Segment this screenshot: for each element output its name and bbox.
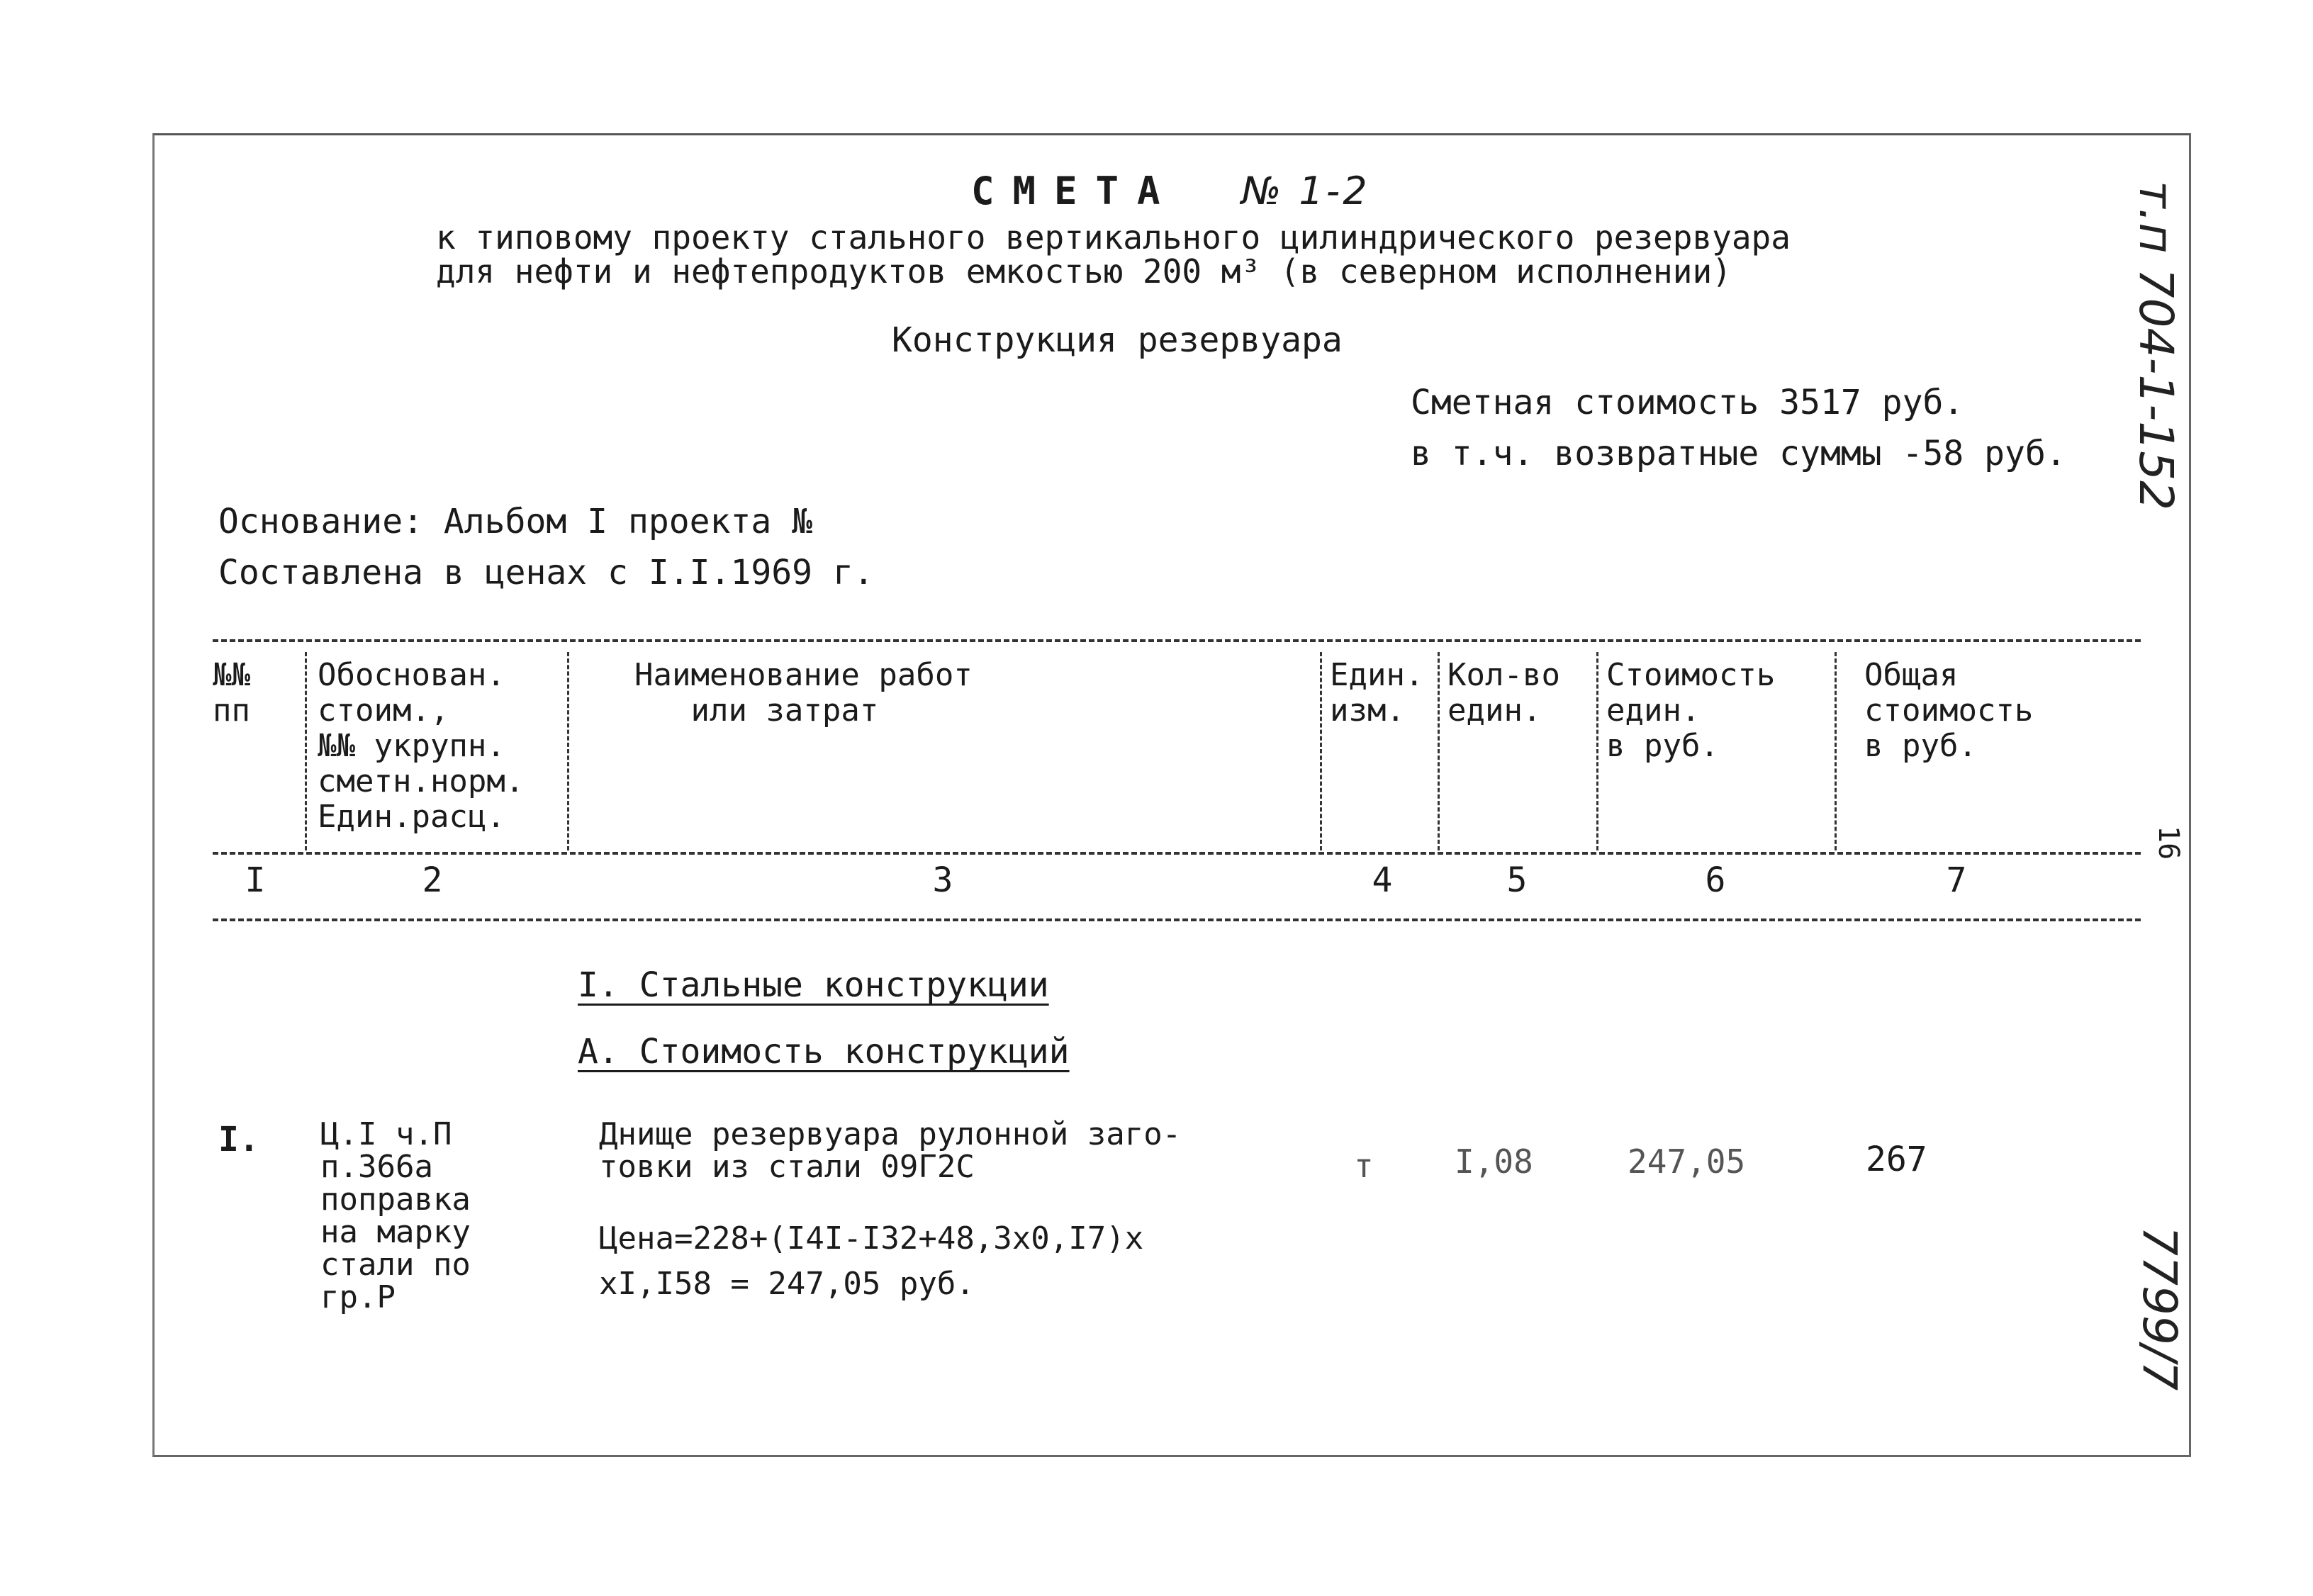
column-divider [1438, 652, 1440, 850]
handwritten-doc-code: т.п 704-1-152 [2129, 181, 2183, 511]
row-number: I. [218, 1120, 259, 1159]
row-work-name: Днище резервуара рулонной заго- товки из стали 09Г2С [599, 1116, 1182, 1185]
column-number: 3 [932, 860, 953, 900]
row-basis: Ц.I ч.П п.366а поправка на марку стали по гр.Р [320, 1116, 471, 1315]
header-basis: Обоснован. стоим., №№ укрупн. сметн.норм. Един.расц. [318, 657, 525, 835]
title-number: № 1-2 [1241, 169, 1370, 213]
column-divider [567, 652, 569, 850]
column-number: I [245, 860, 266, 900]
column-number: 2 [422, 860, 443, 900]
column-divider [305, 652, 307, 850]
subtitle-line-2: для нефти и нефтепродуктов емкостью 200 м³ (в северном исполнении) [436, 252, 1732, 291]
header-total-cost: Общая стоимость в руб. [1864, 657, 2034, 764]
column-divider [1596, 652, 1598, 850]
column-number: 7 [1946, 860, 1967, 900]
row-price-formula: Цена=228+(I4I-I32+48,3х0,I7)х хI,I58 = 247,05 руб. [599, 1220, 1144, 1302]
header-unit: Един. изм. [1330, 657, 1424, 729]
column-number: 5 [1506, 860, 1528, 900]
section-heading: I. Стальные конструкции [578, 965, 1049, 1005]
estimated-cost: Сметная стоимость 3517 руб. [1411, 383, 1964, 422]
page-number: 16 [2152, 826, 2185, 860]
price-base-line: Составлена в ценах с I.I.1969 г. [218, 553, 874, 592]
table-number-rule [213, 918, 2141, 921]
column-divider [1835, 652, 1837, 850]
column-number: 4 [1372, 860, 1393, 900]
subtitle-line-1: к типовому проекту стального вертикального цилиндрического резервуара [436, 218, 1791, 257]
column-number: 6 [1705, 860, 1726, 900]
section-title: Конструкция резервуара [892, 320, 1343, 360]
row-quantity: I,08 [1455, 1142, 1533, 1181]
title-label: СМЕТА [971, 169, 1179, 213]
column-divider [1320, 652, 1322, 850]
handwritten-inventory-number: 7799/7 [2132, 1226, 2187, 1391]
table-header-rule [213, 852, 2141, 855]
basis-line: Основание: Альбом I проекта № [218, 502, 813, 541]
header-unit-cost: Стоимость един. в руб. [1606, 657, 1776, 764]
returnable-sums: в т.ч. возвратные суммы -58 руб. [1411, 434, 2066, 473]
row-unit: т [1354, 1147, 1374, 1185]
row-total-cost: 267 [1866, 1140, 1927, 1179]
row-unit-cost: 247,05 [1628, 1142, 1746, 1181]
table-top-rule [213, 639, 2141, 642]
document-title [971, 169, 1370, 213]
header-work-name: Наименование работ или затрат [634, 657, 973, 729]
header-quantity: Кол-во един. [1447, 657, 1560, 729]
subsection-heading: А. Стоимость конструкций [578, 1032, 1070, 1072]
header-row-number: №№ пп [213, 657, 250, 729]
